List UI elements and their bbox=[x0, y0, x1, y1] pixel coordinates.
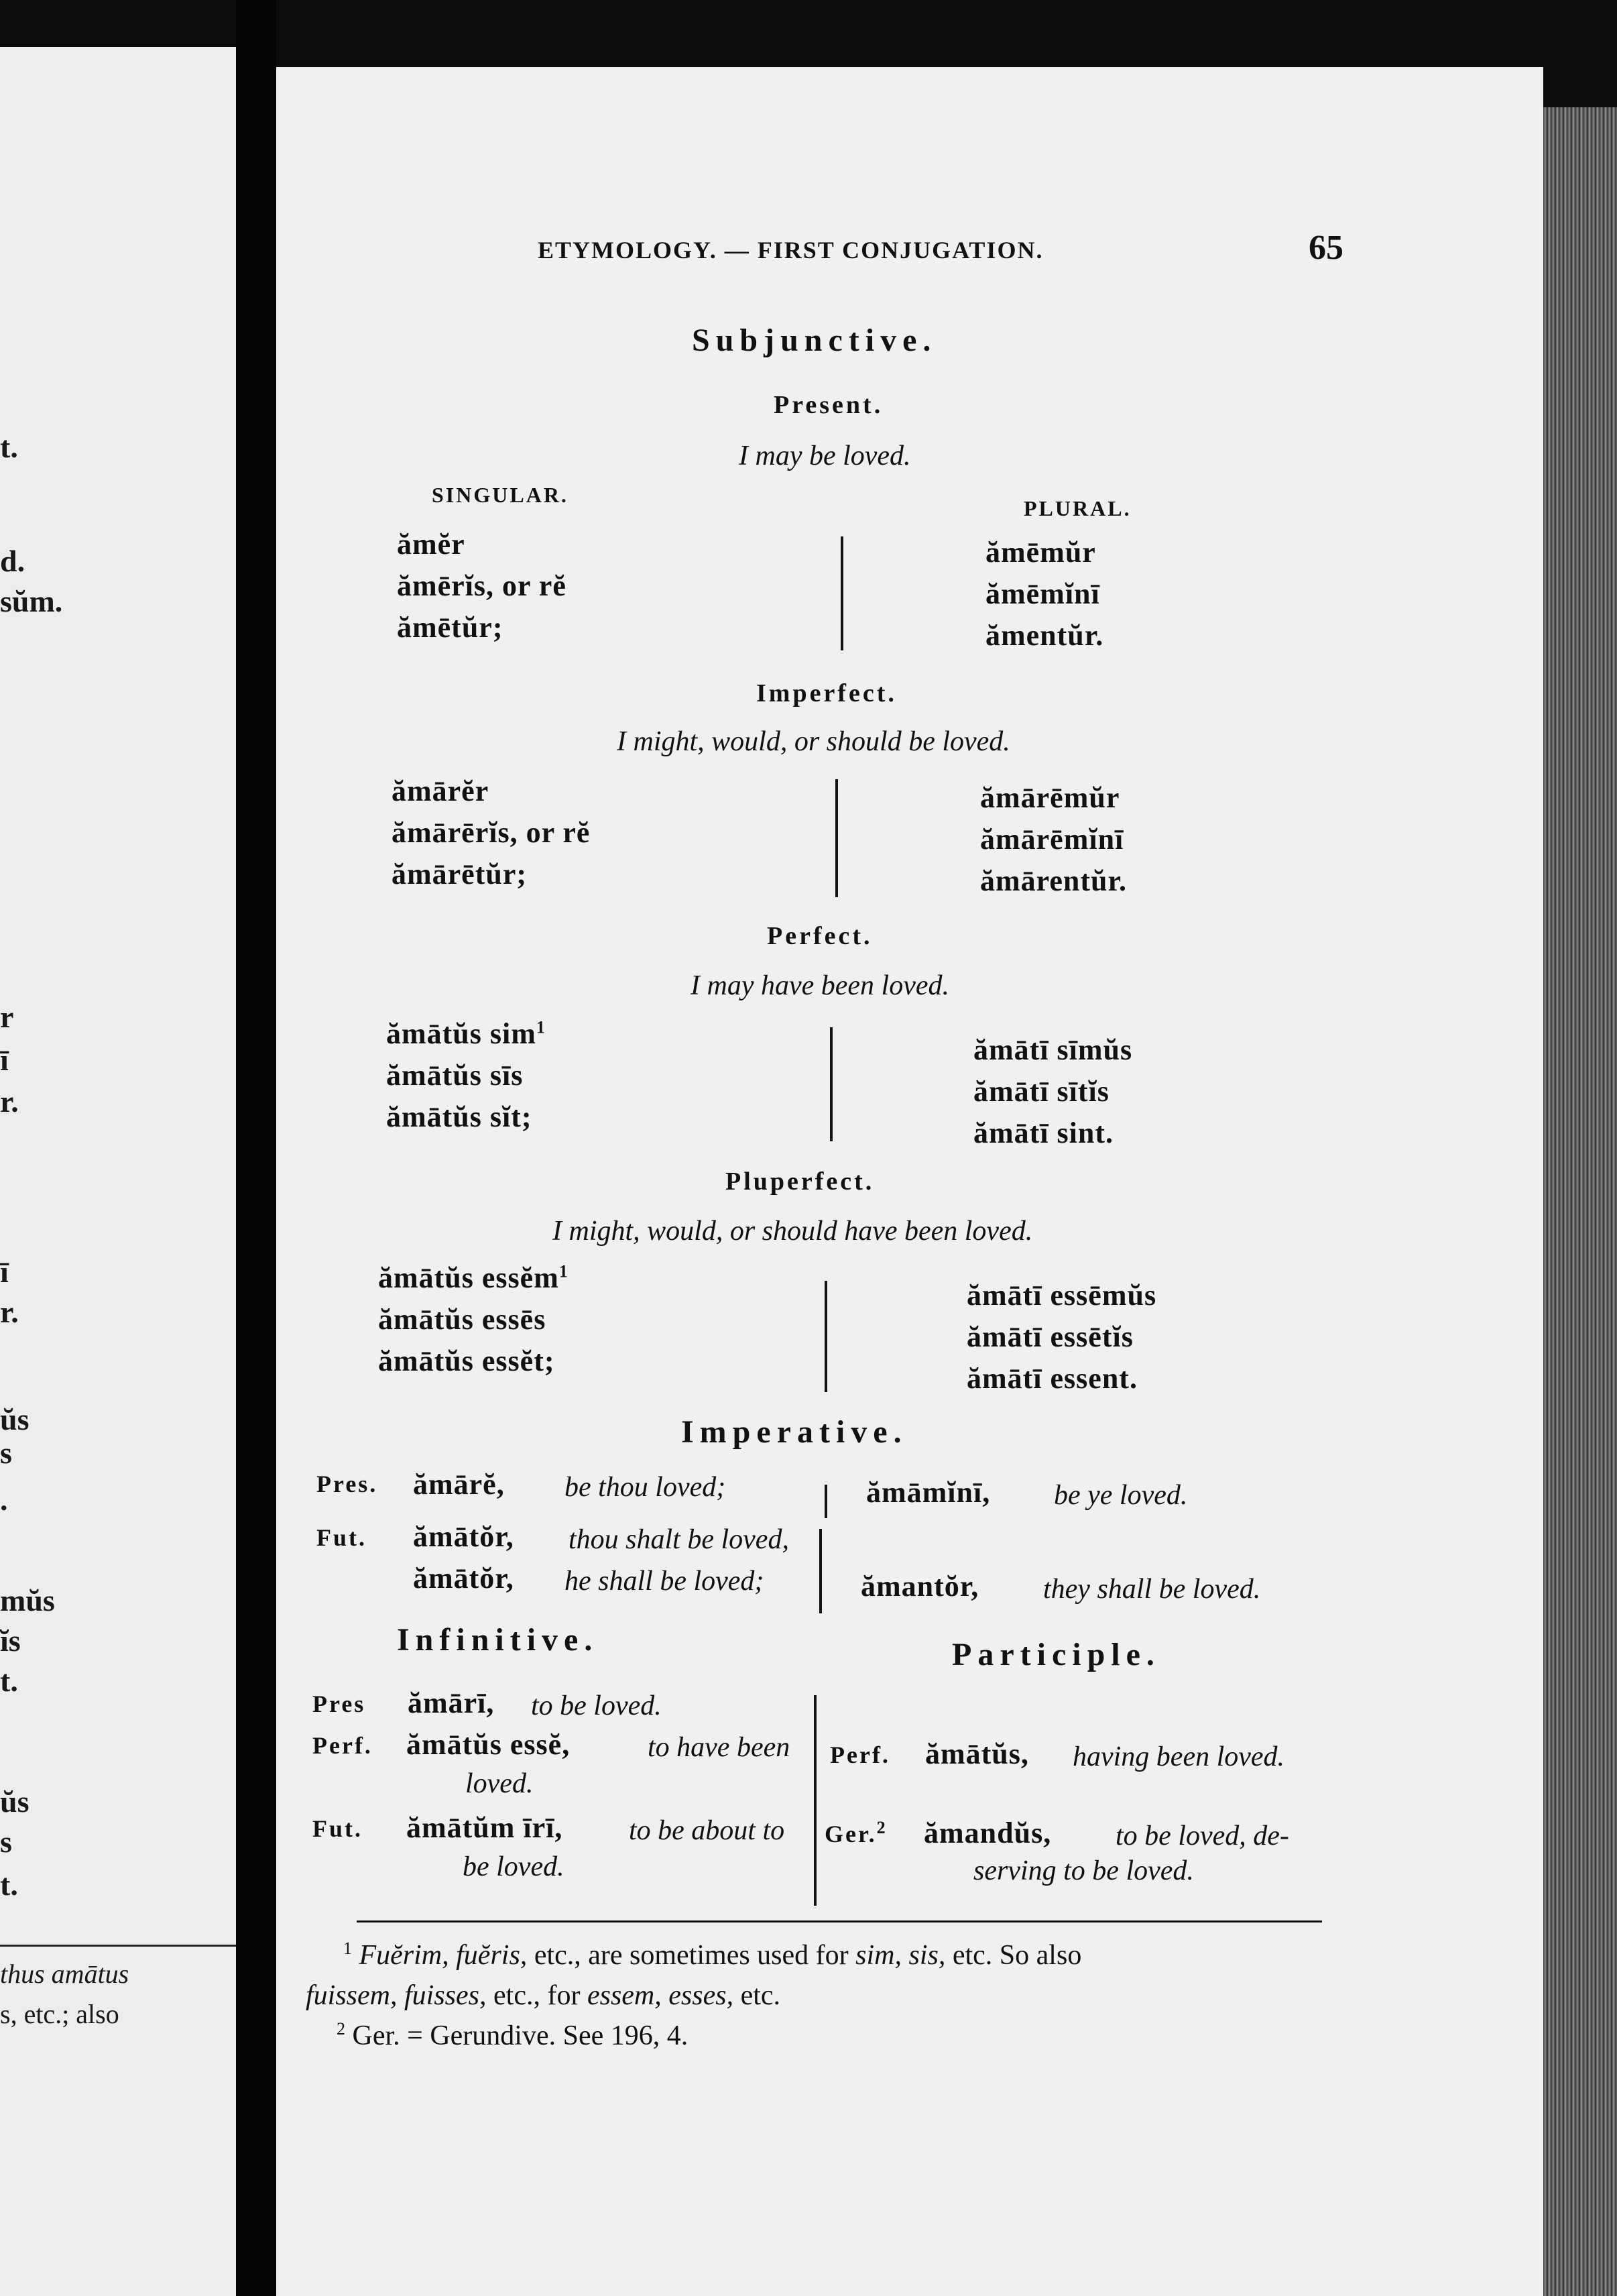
pluperfect-translation: I might, would, or should have been loved. bbox=[552, 1216, 1033, 1247]
footnote-1-text: etc., are sometimes used for bbox=[534, 1940, 849, 1971]
column-divider bbox=[825, 1485, 827, 1518]
imperative-pres-plural-translation: be ye loved. bbox=[1054, 1480, 1188, 1511]
infinitive-fut-translation-2: be loved. bbox=[463, 1851, 564, 1882]
column-divider bbox=[830, 1027, 833, 1141]
left-fragment: . bbox=[0, 1483, 8, 1517]
infinitive-pres-label: Pres bbox=[312, 1690, 366, 1717]
column-divider bbox=[825, 1281, 827, 1392]
infinitive-pres-form: ămārī, bbox=[408, 1686, 495, 1719]
pluperfect-plural-1: ămātī essēmŭs bbox=[967, 1279, 1157, 1312]
imperfect-plural-1: ămārēmŭr bbox=[980, 781, 1120, 814]
imperative-fut-form-1: ămātŏr, bbox=[413, 1520, 514, 1553]
left-fragment: t. bbox=[0, 430, 18, 464]
left-fragment: ŭs bbox=[0, 1784, 29, 1819]
imperfect-translation: I might, would, or should be loved. bbox=[617, 726, 1010, 757]
pluperfect-plural-2: ămātī essētĭs bbox=[967, 1320, 1134, 1353]
left-fragment: mŭs bbox=[0, 1583, 55, 1617]
participle-perf-translation: having been loved. bbox=[1073, 1741, 1285, 1772]
footnote-2 bbox=[337, 2020, 688, 2052]
infinitive-perf-translation-2: loved. bbox=[465, 1768, 534, 1799]
left-fragment: sŭm. bbox=[0, 584, 63, 618]
perfect-singular-2: ămātŭs sīs bbox=[386, 1059, 524, 1092]
left-page-fragment bbox=[0, 47, 236, 2296]
participle-ger-translation-1: to be loved, de- bbox=[1116, 1821, 1289, 1851]
present-singular-3: ămētŭr; bbox=[397, 611, 503, 644]
present-singular-2: ămērĭs, or rĕ bbox=[397, 569, 566, 602]
present-singular-1: ămĕr bbox=[397, 528, 465, 561]
column-divider bbox=[841, 536, 843, 650]
subjunctive-heading: Subjunctive. bbox=[692, 323, 937, 358]
footnote-1-text: etc. So also bbox=[952, 1940, 1082, 1971]
left-fragment: ī bbox=[0, 1043, 9, 1077]
singular-header: SINGULAR. bbox=[432, 483, 568, 507]
left-footer-line: s, etc.; also bbox=[0, 1999, 119, 2029]
left-fragment: r bbox=[0, 1000, 14, 1034]
participle-heading: Participle. bbox=[952, 1637, 1160, 1672]
footnote-1-text: etc. bbox=[740, 1980, 781, 2011]
infinitive-fut-form: ămātŭm īrī, bbox=[406, 1811, 563, 1844]
left-fragment: r. bbox=[0, 1084, 19, 1118]
imperfect-plural-3: ămārentŭr. bbox=[980, 864, 1127, 897]
participle-ger-form: ămandŭs, bbox=[924, 1817, 1052, 1849]
left-fragment: t. bbox=[0, 1868, 18, 1902]
pluperfect-singular-1: ămātŭs essĕm$^1$ bbox=[378, 1261, 568, 1294]
perfect-label: Perfect. bbox=[767, 922, 873, 950]
imperfect-singular-2: ămārērĭs, or rĕ bbox=[392, 816, 591, 849]
imperative-fut-label: Fut. bbox=[316, 1524, 367, 1551]
left-fragment: ŭs bbox=[0, 1402, 29, 1436]
perfect-plural-1: ămātī sīmŭs bbox=[973, 1033, 1133, 1066]
left-fragment: ī bbox=[0, 1255, 9, 1289]
footnote-ref[interactable]: 1 bbox=[558, 1261, 568, 1281]
infinitive-fut-translation-1: to be about to bbox=[629, 1815, 785, 1846]
present-label: Present. bbox=[774, 391, 884, 419]
imperative-fut-plural-form: ămantŏr, bbox=[861, 1570, 979, 1603]
present-plural-3: ămentŭr. bbox=[985, 619, 1104, 652]
infinitive-perf-label: Perf. bbox=[312, 1732, 373, 1759]
perfect-singular-1: ămātŭs sim$^1$ bbox=[386, 1017, 546, 1050]
imperfect-label: Imperfect. bbox=[756, 679, 897, 707]
infinitive-perf-translation-1: to have been bbox=[648, 1732, 790, 1763]
footnote-rule bbox=[357, 1920, 1322, 1922]
imperfect-plural-2: ămārēmĭnī bbox=[980, 823, 1124, 856]
footnote-2-mark: 2 bbox=[337, 2019, 345, 2039]
footnote-1-mark: 1 bbox=[343, 1939, 352, 1958]
left-fragment: s bbox=[0, 1825, 12, 1859]
pluperfect-singular-3: ămātŭs essĕt; bbox=[378, 1344, 555, 1377]
left-footnote-rule bbox=[0, 1945, 236, 1947]
left-fragment: t. bbox=[0, 1664, 18, 1698]
infinitive-pres-translation: to be loved. bbox=[531, 1690, 662, 1721]
book-page bbox=[276, 67, 1543, 2296]
column-divider bbox=[819, 1529, 822, 1613]
footnote-1-text: Fuĕrim, fuĕris, bbox=[359, 1940, 528, 1971]
pluperfect-plural-3: ămātī essent. bbox=[967, 1362, 1138, 1395]
imperfect-singular-3: ămārētŭr; bbox=[392, 858, 528, 891]
column-divider bbox=[835, 779, 838, 897]
footnote-2-text: Ger. = Gerundive. See 196, 4. bbox=[352, 2020, 688, 2051]
footnote-ref[interactable]: 2 bbox=[876, 1818, 888, 1837]
imperative-pres-plural-form: ămāmĭnī, bbox=[866, 1476, 991, 1509]
imperative-pres-translation: be thou loved; bbox=[564, 1472, 726, 1503]
participle-perf-form: ămātŭs, bbox=[925, 1737, 1029, 1770]
pluperfect-label: Pluperfect. bbox=[725, 1167, 875, 1196]
infinitive-heading: Infinitive. bbox=[397, 1622, 599, 1658]
plural-header: PLURAL. bbox=[1024, 496, 1132, 520]
book-page-edge bbox=[1543, 107, 1617, 2296]
footnote-1 bbox=[343, 1939, 1081, 1971]
pluperfect-singular-2: ămātŭs essēs bbox=[378, 1303, 546, 1336]
perfect-plural-3: ămātī sint. bbox=[973, 1116, 1114, 1149]
participle-ger-translation-2: serving to be loved. bbox=[973, 1855, 1194, 1886]
footnote-1-text: etc., for bbox=[493, 1980, 581, 2011]
left-fragment: s bbox=[0, 1436, 12, 1470]
infinitive-perf-form: ămātŭs essĕ, bbox=[406, 1728, 571, 1761]
imperative-fut-form-2: ămātŏr, bbox=[413, 1562, 514, 1595]
participle-perf-label: Perf. bbox=[830, 1741, 890, 1768]
imperative-pres-label: Pres. bbox=[316, 1471, 378, 1497]
present-translation: I may be loved. bbox=[739, 441, 911, 471]
imperfect-singular-1: ămārĕr bbox=[392, 774, 489, 807]
perfect-plural-2: ămātī sītĭs bbox=[973, 1075, 1110, 1108]
present-plural-1: ămēmŭr bbox=[985, 536, 1096, 569]
imperative-pres-form: ămārĕ, bbox=[413, 1468, 505, 1501]
present-plural-2: ămēmĭnī bbox=[985, 577, 1100, 610]
column-divider bbox=[814, 1695, 817, 1906]
imperative-fut-translation-2: he shall be loved; bbox=[564, 1566, 764, 1597]
left-footer-line: thus amātus bbox=[0, 1959, 129, 1989]
footnote-1-line2 bbox=[306, 1979, 780, 2012]
left-fragment: d. bbox=[0, 544, 25, 578]
footnote-1-text: sim, sis, bbox=[855, 1940, 946, 1971]
book-gutter bbox=[236, 0, 276, 2296]
left-fragment: r. bbox=[0, 1295, 19, 1329]
perfect-translation: I may have been loved. bbox=[691, 970, 949, 1001]
left-fragment: ĭs bbox=[0, 1623, 21, 1658]
running-title: ETYMOLOGY. — FIRST CONJUGATION. bbox=[538, 237, 1044, 264]
infinitive-fut-label: Fut. bbox=[312, 1815, 363, 1842]
perfect-singular-3: ămātŭs sĭt; bbox=[386, 1100, 532, 1133]
imperative-fut-translation-1: thou shalt be loved, bbox=[568, 1524, 789, 1555]
footnote-1-text: essem, esses, bbox=[587, 1980, 734, 2011]
imperative-fut-plural-translation: they shall be loved. bbox=[1043, 1574, 1261, 1605]
imperative-heading: Imperative. bbox=[681, 1414, 908, 1450]
footnote-1-text: fuissem, fuisses, bbox=[306, 1980, 487, 2011]
page-number: 65 bbox=[1309, 229, 1343, 267]
participle-ger-label: Ger.$^2$ bbox=[825, 1818, 888, 1847]
footnote-ref[interactable]: 1 bbox=[536, 1017, 546, 1037]
